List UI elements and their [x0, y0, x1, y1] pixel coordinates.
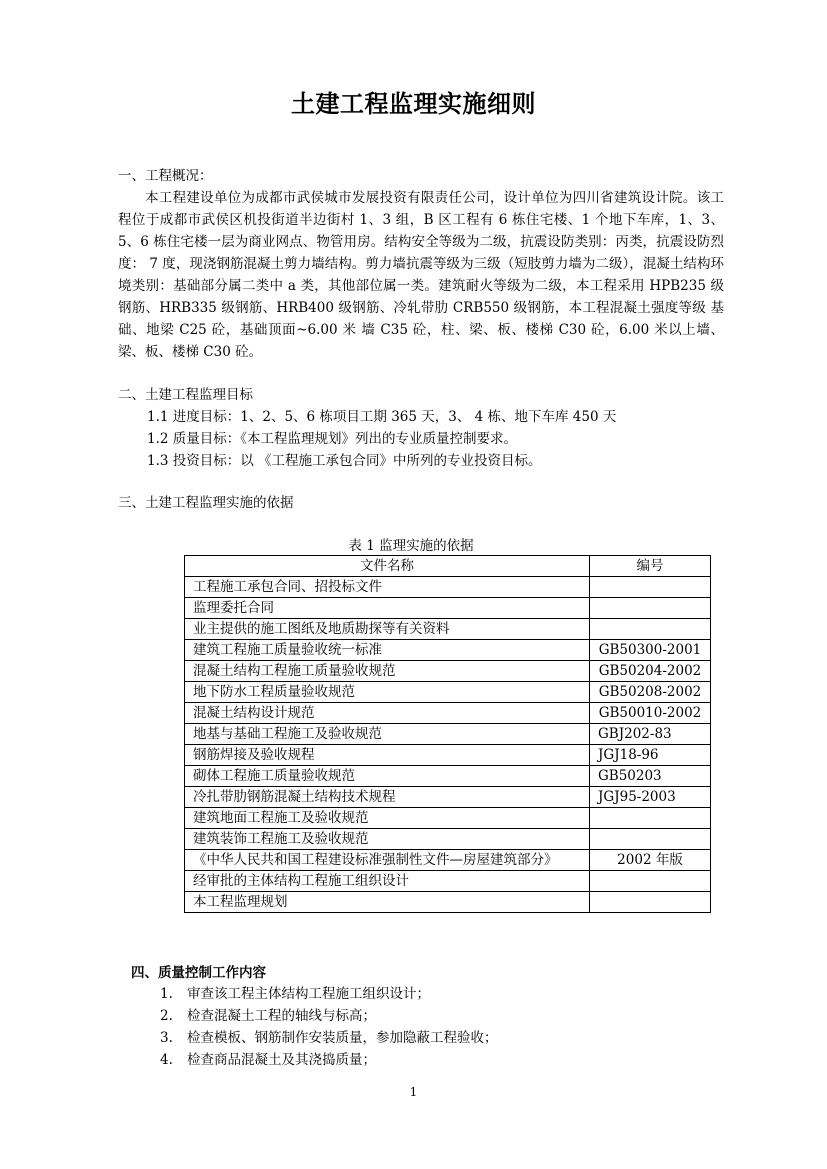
document-name-cell: 混凝土结构工程施工质量验收规范 [185, 661, 590, 682]
document-name-cell: 砌体工程施工质量验收规范 [185, 766, 590, 787]
list-item-number: 3. [160, 1030, 173, 1046]
document-code-cell: 2002 年版 [590, 850, 711, 871]
document-code-cell [590, 598, 711, 619]
document-code-cell [590, 892, 711, 913]
document-code-cell: GBJ202-83 [590, 724, 711, 745]
document-code-cell [590, 871, 711, 892]
quality-control-list [160, 983, 498, 1071]
document-name-cell: 本工程监理规划 [185, 892, 590, 913]
section1-heading: 一、工程概况： [118, 168, 213, 184]
goals-list [118, 406, 724, 472]
document-title: 土建工程监理实施细则 [291, 89, 536, 118]
document-code-cell: GB50208-2002 [590, 682, 711, 703]
table-row [185, 808, 711, 829]
document-code-cell: JGJ95-2003 [590, 787, 711, 808]
list-item [160, 1027, 498, 1049]
table-caption: 表 1 监理实施的依据 [348, 538, 474, 554]
list-item-number: 2. [160, 1008, 173, 1024]
table-row [185, 724, 711, 745]
goal-investment: 1.3 投资目标：以 《工程施工承包合同》中所列的专业投资目标。 [147, 453, 542, 469]
list-item-text: 检查模板、钢筋制作安装质量，参加隐蔽工程验收； [187, 1030, 498, 1046]
table-row [185, 892, 711, 913]
goal-schedule: 1.1 进度目标：1、2、5、6 栋项目工期 365 天，3、 4 栋、地下车库 450 天 [147, 409, 617, 425]
table-row [185, 598, 711, 619]
document-name-cell: 经审批的主体结构工程施工组织设计 [185, 871, 590, 892]
basis-table [184, 555, 711, 913]
goal-quality: 1.2 质量目标：《本工程监理规划》列出的专业质量控制要求。 [147, 431, 518, 447]
document-code-cell: JGJ18-96 [590, 745, 711, 766]
document-code-cell [590, 577, 711, 598]
list-item-text: 检查混凝土工程的轴线与标高； [187, 1008, 376, 1024]
table-row [185, 766, 711, 787]
table-row [185, 640, 711, 661]
table-header-row [185, 556, 711, 577]
document-name-cell: 建筑地面工程施工及验收规范 [185, 808, 590, 829]
document-name-cell: 建筑工程施工质量验收统一标准 [185, 640, 590, 661]
list-item-text: 审查该工程主体结构工程施工组织设计； [187, 986, 430, 1002]
section3-heading: 三、土建工程监理实施的依据 [118, 495, 294, 511]
table-row [185, 619, 711, 640]
document-name-cell: 建筑装饰工程施工及验收规范 [185, 829, 590, 850]
list-item-number: 4. [160, 1052, 173, 1068]
section2-heading: 二、土建工程监理目标 [118, 387, 253, 403]
column-header-name: 文件名称 [185, 556, 590, 577]
list-item-text: 检查商品混凝土及其浇捣质量； [187, 1052, 376, 1068]
document-name-cell: 工程施工承包合同、招投标文件 [185, 577, 590, 598]
document-name-cell: 业主提供的施工图纸及地质勘探等有关资料 [185, 619, 590, 640]
page-number: 1 [409, 1085, 418, 1099]
table-row [185, 829, 711, 850]
document-code-cell [590, 829, 711, 850]
column-header-code: 编号 [590, 556, 711, 577]
list-item-number: 1. [160, 986, 173, 1002]
table-row [185, 850, 711, 871]
document-name-cell: 监理委托合同 [185, 598, 590, 619]
document-code-cell: GB50010-2002 [590, 703, 711, 724]
list-item [160, 983, 498, 1005]
document-code-cell [590, 619, 711, 640]
document-name-cell: 混凝土结构设计规范 [185, 703, 590, 724]
table-row [185, 787, 711, 808]
document-name-cell: 地下防水工程质量验收规范 [185, 682, 590, 703]
table-row [185, 871, 711, 892]
table-row [185, 661, 711, 682]
table-row [185, 682, 711, 703]
document-code-cell [590, 808, 711, 829]
document-name-cell: 地基与基础工程施工及验收规范 [185, 724, 590, 745]
table-row [185, 577, 711, 598]
section4-heading: 四、质量控制工作内容 [131, 965, 266, 981]
document-name-cell: 《中华人民共和国工程建设标准强制性文件—房屋建筑部分》 [185, 850, 590, 871]
document-code-cell: GB50300-2001 [590, 640, 711, 661]
list-item [160, 1049, 498, 1071]
document-code-cell: GB50204-2002 [590, 661, 711, 682]
table-row [185, 745, 711, 766]
project-overview-paragraph: 本工程建设单位为成都市武侯城市发展投资有限责任公司，设计单位为四川省建筑设计院。该工程位于成都市武侯区机投街道半边街村 1、3 组，B 区工程有 6 栋住宅楼、1 个地下车库，1、3、5、6 栋住宅楼一层为商业网点、物管用房。结构安全等级为二级，抗震设防类别：丙类，抗震设防烈度： 7 度，现浇钢筋混凝土剪力墙结构。剪力墙抗震等级为三级（短肢剪力墙为二级），混凝土结构环境类别：基础部分属二类中 a 类，其他部位属一类。建筑耐火等级为二级，本工程采用 HPB235 级钢筋、HRB335 级钢筋、HRB400 级钢筋、冷轧带肋 CRB550 级钢筋，本工程混凝土强度等级 基础、地梁 C25 砼，基础顶面~6.00 米 墙 C35 砼，柱、梁、板、楼梯 C30 砼，6.00 米以上墙、梁、板、楼梯 C30 砼。 [118, 190, 724, 360]
table-row [185, 703, 711, 724]
document-name-cell: 钢筋焊接及验收规程 [185, 745, 590, 766]
document-name-cell: 冷扎带肋钢筋混凝土结构技术规程 [185, 787, 590, 808]
list-item [160, 1005, 498, 1027]
document-code-cell: GB50203 [590, 766, 711, 787]
